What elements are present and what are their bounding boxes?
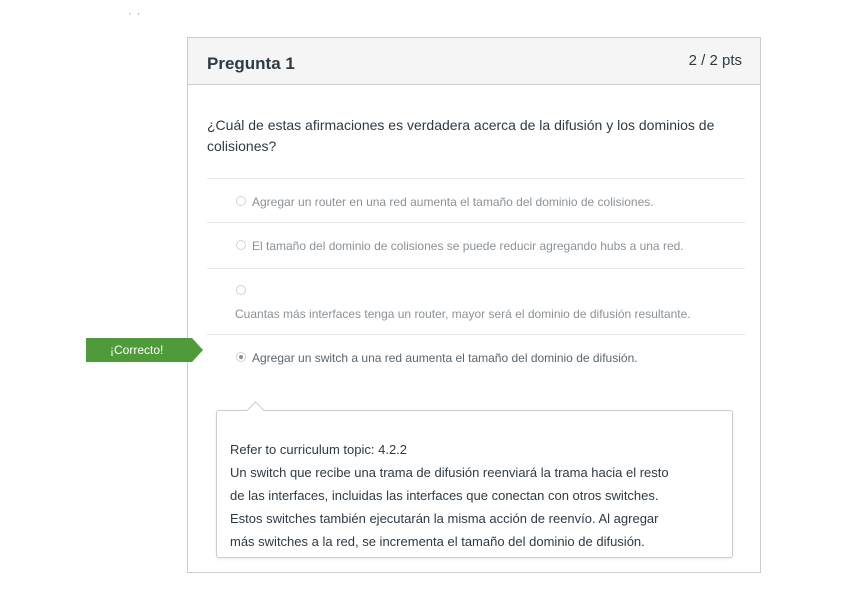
feedback-line: Estos switches también ejecutarán la misma acción de reenvío. Al agregar [230, 511, 659, 526]
feedback-line: más switches a la red, se incrementa el tamaño del dominio de difusión. [230, 534, 645, 549]
question-text: ¿Cuál de estas afirmaciones es verdadera acerca de la difusión y los dominios de colisiones? [207, 117, 715, 154]
feedback-line: Un switch que recibe una trama de difusión reenviará la trama hacia el resto [230, 465, 669, 480]
feedback-line: de las interfaces, incluidas las interfaces que conectan con otros switches. [230, 488, 659, 503]
answer-option-selected[interactable] [207, 334, 745, 380]
answer-label: El tamaño del dominio de colisiones se puede reducir agregando hubs a una red. [252, 239, 684, 253]
correct-answer-flag: ¡Correcto! [86, 338, 192, 362]
answer-option[interactable] [207, 178, 745, 222]
answer-list [207, 178, 745, 380]
feedback-text [230, 438, 669, 553]
radio-button[interactable] [236, 240, 246, 250]
radio-button[interactable] [236, 285, 246, 295]
radio-button[interactable] [236, 196, 246, 206]
radio-button-checked[interactable] [236, 352, 246, 362]
question-header [188, 38, 760, 85]
question-points: 2 / 2 pts [688, 52, 742, 69]
answer-label: Agregar un switch a una red aumenta el tamaño del dominio de difusión. [252, 351, 638, 365]
cropped-header-text: · · [128, 8, 142, 20]
question-title: Pregunta 1 [207, 54, 295, 73]
answer-label: Cuantas más interfaces tenga un router, mayor será el dominio de difusión resultante. [235, 307, 691, 321]
answer-option[interactable] [207, 268, 745, 334]
answer-option[interactable] [207, 222, 745, 268]
feedback-box [216, 410, 733, 558]
answer-label: Agregar un router en una red aumenta el tamaño del dominio de colisiones. [252, 195, 654, 209]
feedback-line: Refer to curriculum topic: 4.2.2 [230, 442, 408, 457]
